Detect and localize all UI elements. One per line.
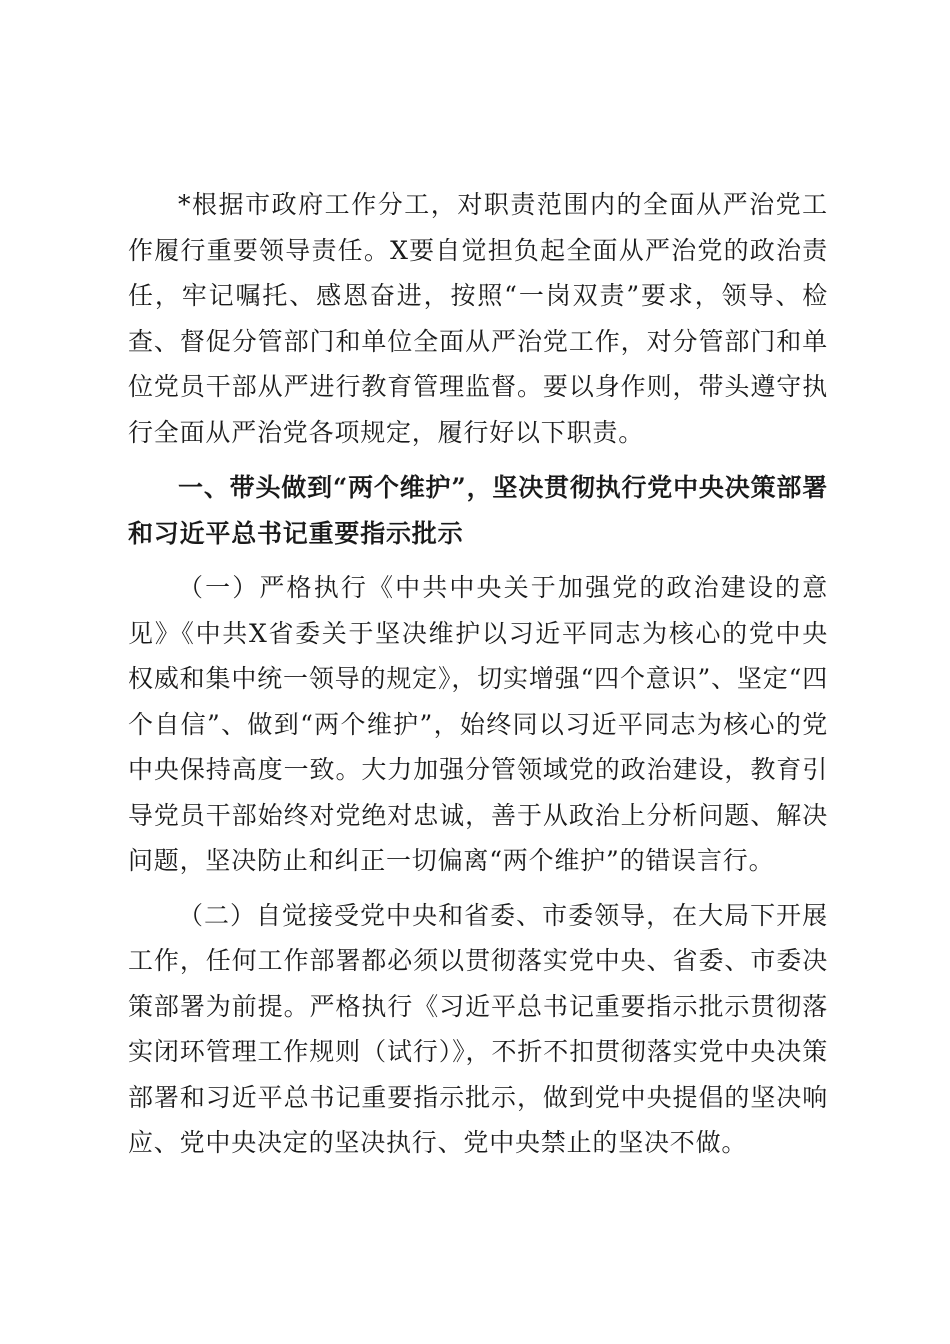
intro-paragraph: *根据市政府工作分工，对职责范围内的全面从严治党工作履行重要领导责任。X要自觉担负起全面从严治党的政治责任，牢记嘱托、感恩奋进，按照“一岗双责”要求，领导、检查、督促分管部门和单位全面从严治党工作，对分管部门和单位党员干部从严进行教育管理监督。要以身作则，带头遵守执行全面从严治党各项规定，履行好以下职责。 bbox=[128, 190, 828, 447]
document-body bbox=[128, 182, 828, 1175]
clause-paragraph-1: （一）严格执行《中共中央关于加强党的政治建设的意见》《中共X省委关于坚决维护以习近平同志为核心的党中央权威和集中统一领导的规定》，切实增强“四个意识”、坚定“四个自信”、做到“两个维护”，始终同以习近平同志为核心的党中央保持高度一致。大力加强分管领域党的政治建设，教育引导党员干部始终对党绝对忠诚，善于从政治上分析问题、解决问题，坚决防止和纠正一切偏离“两个维护”的错误言行。 bbox=[128, 573, 828, 875]
clause-paragraph-2: （二）自觉接受党中央和省委、市委领导，在大局下开展工作，任何工作部署都必须以贯彻落实党中央、省委、市委决策部署为前提。严格执行《习近平总书记重要指示批示贯彻落实闭环管理工作规则（试行）》，不折不扣贯彻落实党中央决策部署和习近平总书记重要指示批示，做到党中央提倡的坚决响应、党中央决定的坚决执行、党中央禁止的坚决不做。 bbox=[128, 900, 828, 1157]
section-heading: 一、带头做到“两个维护”，坚决贯彻执行党中央决策部署和习近平总书记重要指示批示 bbox=[128, 473, 828, 548]
